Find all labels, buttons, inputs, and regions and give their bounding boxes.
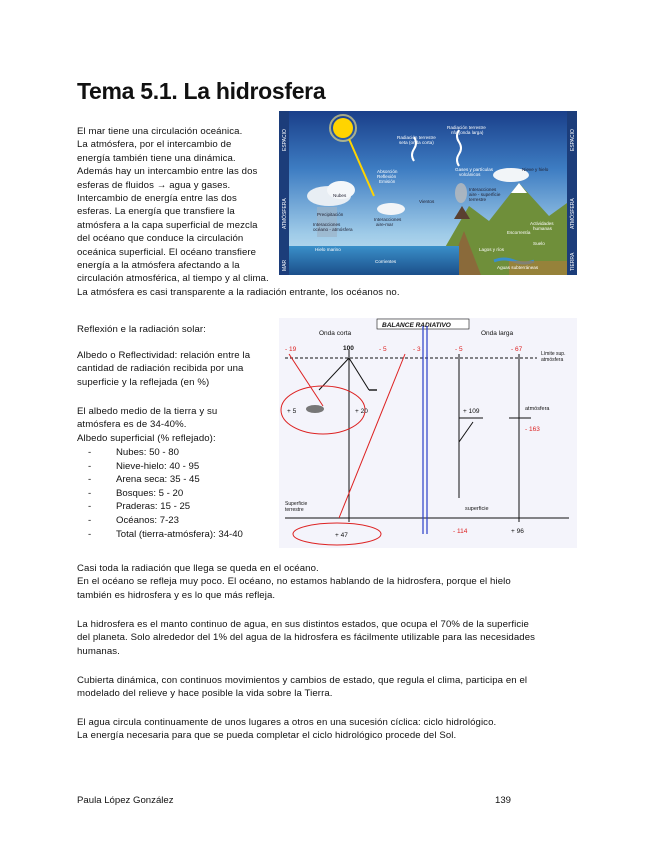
svg-text:Gases y partículasvolcánicos: Gases y partículas volcánicos [455,167,494,177]
svg-text:Radiación terrestrenfa (onda l: Radiación terrestre nfa (onda larga) [447,125,486,135]
label-suelo: Suelo [533,241,545,246]
label-onda-corta: Onda corta [319,330,352,337]
label-rad-corta: Radiación terrestre [397,135,436,140]
list-bullet: - [88,487,92,499]
svg-text:Interaccionesaire - superficie: Interacciones aire - superficie terrestre [469,187,501,202]
hydrologic-cycle-illustration [279,111,577,275]
list-item: - Nubes: 50 - 80 [88,447,179,458]
sun-icon [333,118,353,138]
value-minus114: - 114 [453,528,468,535]
intro-line: esferas. La energía que transfiere la [77,206,235,218]
label-nubes: Nubes [333,193,347,198]
side-label-atm-left: ATMÓSFERA [282,198,288,229]
value-plus96: + 96 [511,528,524,535]
value-plus109: + 109 [463,408,480,415]
intro-line: oceánica superficial. El océano transfiere [77,246,257,258]
intro-line: del océano que conduce la circulación [77,233,244,245]
body-paragraph-2: La hidrosfera es el manto continuo de agua, en sus distintos estados, que ocupa el 70% de la superficie del planeta. Solo alrededor del 1% del agua de la hidrosfera es fácilmente utilizable para las necesidades humanas. [77,619,536,657]
label-limite: Límite sup. [541,351,566,357]
albedo-medio-line: El albedo medio de la tierra y su [77,406,218,417]
cloud-icon [377,203,405,215]
body-paragraph-1: Casi toda la radiación que llega se queda en el océano. En el océano se refleja muy poco. El océano, no estamos hablando de la hidrosfera, porque el hielo también es hidrosfera y es lo que más refleja. [77,563,511,601]
label-lagos: Lagos y ríos [479,247,505,252]
intro-line: Además hay un intercambio entre las dos [77,166,258,178]
albedo-medio [77,405,217,445]
body-paragraph-4: El agua circula continuamente de unos lugares a otros en una sucesión cíclica: ciclo hidrológico. La energía necesaria para que se pueda completar el ciclo hidrológico procede del Sol. [77,717,497,742]
intro-line: energía a la atmósfera afectando a la [77,260,240,272]
label-inter-aa: Interacciones [374,217,402,222]
list-item: - Arena seca: 35 - 45 [88,474,200,486]
albedo-line: cantidad de radiación recibida por una [77,363,244,375]
value-minus3: - 3 [413,346,421,353]
label-atmosfera: atmósfera [525,406,550,412]
side-label-sea-left: MAR [282,259,288,271]
intro-line: La atmósfera es casi transparente a la radiación entrante, los océanos no. [77,286,400,298]
value-minus5: - 5 [379,346,387,353]
list-bullet: - [88,501,92,513]
list-bullet: - [88,514,92,526]
value-minus5b: - 5 [455,346,463,353]
label-aguas: Aguas subterráneas [497,265,539,270]
label-onda-larga: Onda larga [481,330,514,337]
label-nieve: Nieve y hielo [522,167,549,172]
label-corrientes: Corrientes [375,259,397,264]
list-bullet: - [88,528,92,540]
intro-line: esferas de fluidos → agua y gases. [77,179,231,191]
svg-text:Límite sup.atmósfera: Límite sup. atmósfera [541,351,566,363]
svg-text:AbsorciónReflexiónEmisión: Absorción Reflexión Emisión [377,169,398,184]
svg-text:Superficieterrestre: Superficie terrestre [285,501,308,513]
side-label-space-left: ESPACIO [282,129,288,151]
albedo-line: superficie y la reflejada (en %) [77,376,210,388]
label-superficie-terrestre: Superficie [285,501,308,507]
body-paragraph-3: Cubierta dinámica, con continuos movimientos y cambios de estado, que regula el clima, participa en el modelado del relieve y hace posible la vida sobre la Tierra. [77,675,528,700]
label-precipitacion: Precipitación [317,212,344,217]
list-item: - Nieve-hielo: 40 - 95 [88,460,200,472]
label-hielo: Hielo marino [315,247,341,252]
side-label-land-right: TIERRA [570,252,576,271]
label-superficie: superficie [465,506,489,512]
intro-line: La atmósfera, por el intercambio de [77,139,232,151]
albedo-line: Albedo o Reflectividad: relación entre la [77,350,251,361]
label-actividad: Actividades [530,221,554,226]
intro-line: Intercambio de energía entre las dos [77,193,237,205]
svg-text:Actividadeshumanas: Actividades humanas [530,221,554,231]
side-label-space-right: ESPACIO [570,129,576,151]
svg-text:Interaccionesaire-mar: Interacciones aire-mar [374,217,402,227]
list-bullet: - [88,447,92,458]
svg-text:Interaccionesocéano - atmósfer: Interacciones océano - atmósfera [313,222,353,232]
list-bullet: - [88,460,92,472]
value-minus67: - 67 [511,346,523,353]
intro-line: El mar tiene una circulación oceánica. [77,126,243,137]
list-bullet: - [88,474,92,486]
albedo-medio-line: Albedo superficial (% reflejado): [77,432,216,444]
cloud-icon [306,405,324,413]
value-minus163: - 163 [525,426,540,433]
albedo-list [88,446,243,541]
list-item: - Océanos: 7-23 [88,514,179,526]
albedo-medio-line: atmósfera es de 34-40%. [77,419,187,431]
intro-line: circulación atmosférica, al tiempo y al clima. [77,273,269,285]
list-item: - Bosques: 5 - 20 [88,487,184,499]
label-absorcion: Absorción [377,169,398,174]
label-inter-oa: Interacciones [313,222,341,227]
svg-text:Radiación terrestreseta (onda: Radiación terrestre seta (onda corta) [397,135,436,145]
list-item: - Praderas: 15 - 25 [88,501,191,513]
footer-page-number: 139 [495,795,512,806]
value-100: 100 [343,345,354,352]
intro-line: energía también tiene una dinámica. [77,152,236,164]
side-label-atm-right: ATMÓSFERA [570,198,576,229]
value-plus5: + 5 [287,408,297,415]
footer-author: Paula López González [77,795,174,806]
label-gases: Gases y partículas [455,167,494,172]
label-interacciones-as: Interacciones [469,187,497,192]
radiative-balance-diagram [279,318,577,548]
label-vientos: Vientos [419,199,435,204]
reflexion-heading: Reflexión e la radiación solar: [77,324,206,335]
label-rad-larga: Radiación terrestre [447,125,486,130]
balance-title: BALANCE RADIATIVO [382,322,451,329]
page-title: Tema 5.1. La hidrosfera [77,78,326,104]
value-plus47: + 47 [335,532,348,539]
volcano-smoke [455,183,467,203]
value-minus19: - 19 [285,346,297,353]
value-plus20: + 20 [355,408,368,415]
intro-line: atmósfera a la capa superficial de mezcla [77,219,258,231]
list-item: - Total (tierra-atmósfera): 34-40 [88,528,243,540]
label-escorrentia: Escorrentía [507,230,531,235]
albedo-definition [77,349,250,389]
